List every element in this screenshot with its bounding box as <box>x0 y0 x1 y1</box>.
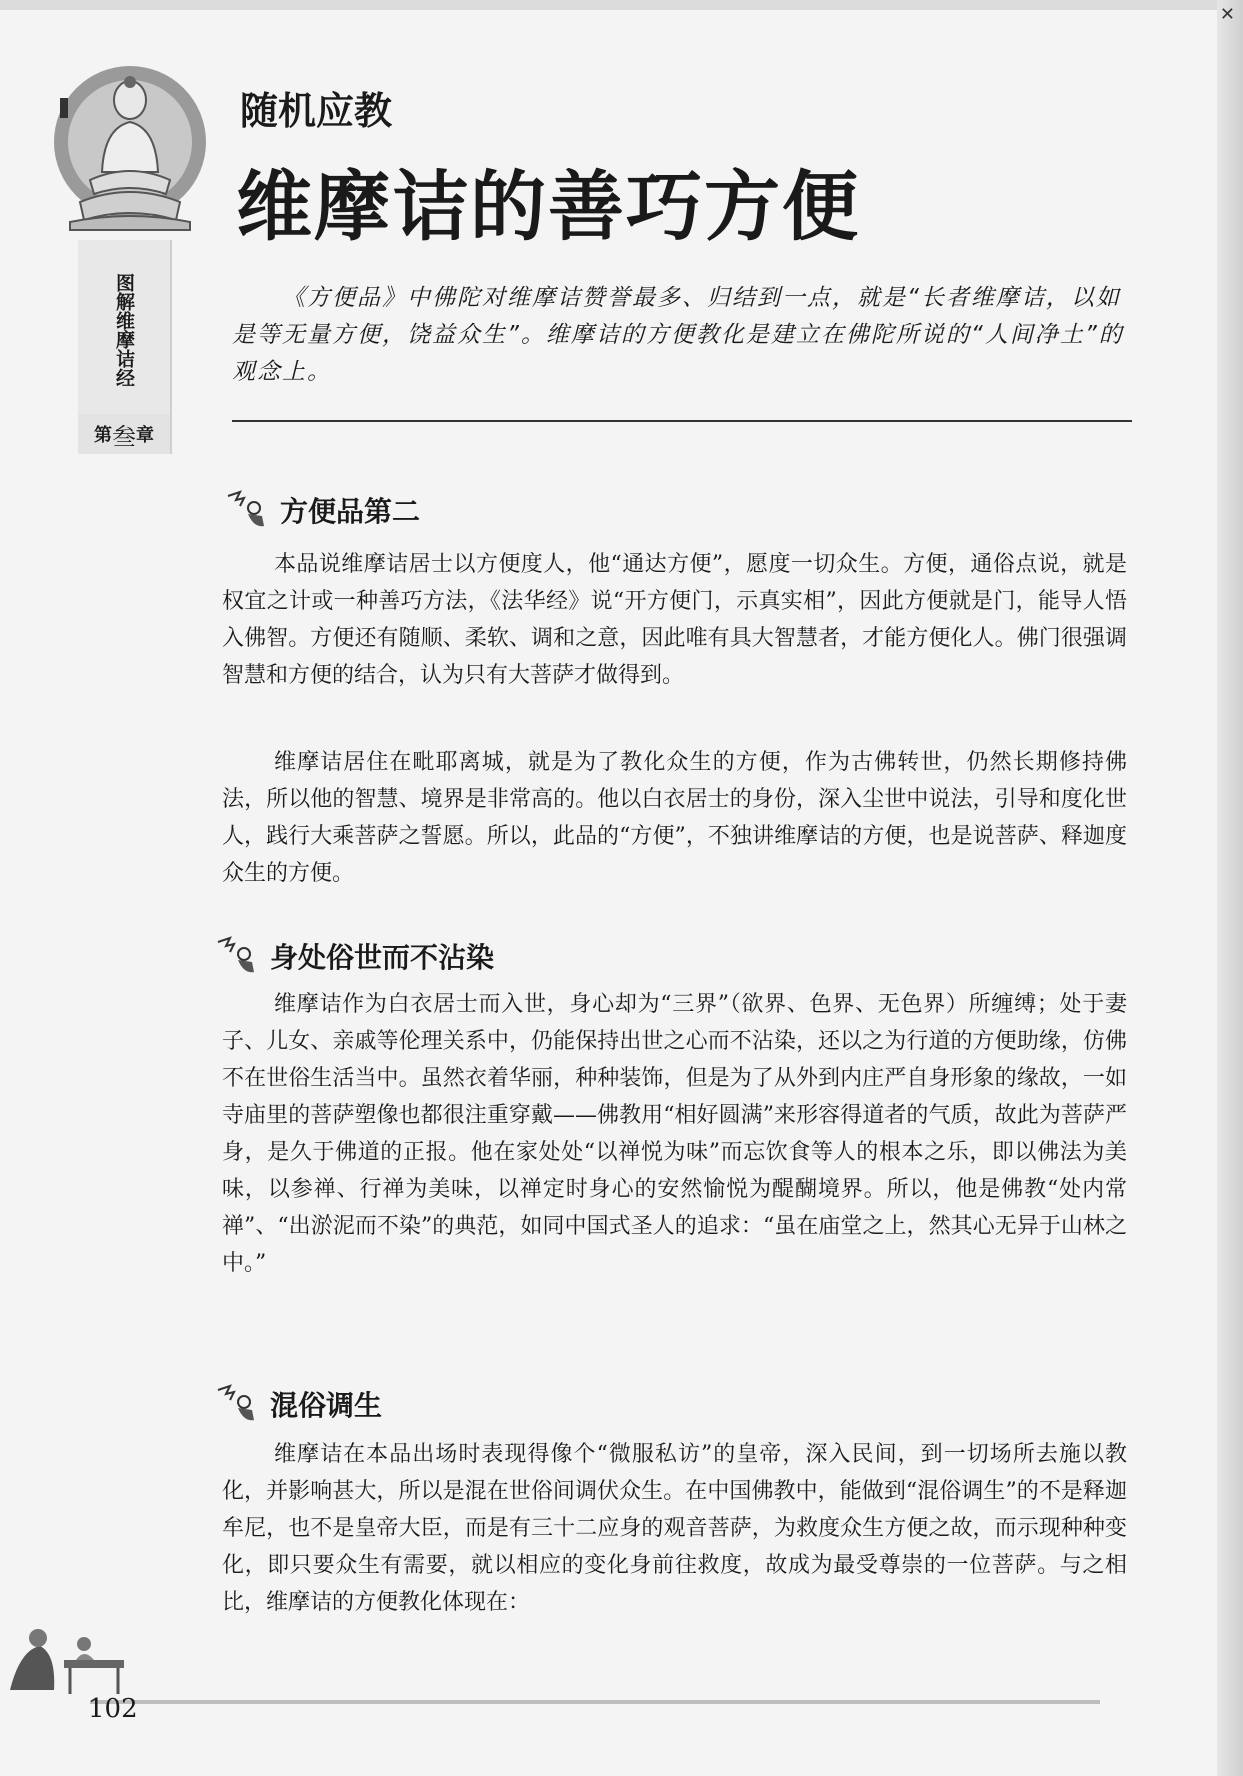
corner-mark: ✕ <box>1219 4 1235 25</box>
book-title-char: 经 <box>113 368 135 387</box>
section-heading-text: 身处俗世而不沾染 <box>270 941 495 974</box>
book-title-char: 维 <box>113 311 135 330</box>
paragraph: 维摩诘居住在毗耶离城，就是为了教化众生的方便，作为古佛转世，仍然长期修持佛法，所以他的智慧、境界是非常高的。他以白衣居士的身份，深入尘世中说法，引导和度化世人，践行大乘菩萨之誓愿。所以，此品的“方便”，不独讲维摩诘的方便，也是说菩萨、释迦度众生的方便。 <box>222 750 1127 886</box>
book-title-char: 图 <box>113 273 135 292</box>
page-top-edge <box>0 0 1243 10</box>
section-heading <box>212 1384 382 1424</box>
page-title: 维摩诘的善巧方便 <box>236 162 860 251</box>
intro-paragraph: 《方便品》中佛陀对维摩诘赞誉最多、归结到一点，就是“长者维摩诘，以如是等无量方便，饶益众生”。维摩诘的方便教化是建立在佛陀所说的“人间净土”的观念上。 <box>232 285 1124 385</box>
section-heading-text: 方便品第二 <box>280 495 421 528</box>
book-title-vertical <box>78 250 170 410</box>
paragraph: 维摩诘作为白衣居士而入世，身心却为“三界”（欲界、色界、无色界）所缠缚；处于妻子、儿女、亲戚等伦理关系中，仍能保持出世之心而不沾染，还以之为行道的方便助缘，仿佛不在世俗生活当中。虽然衣着华丽，种种装饰，但是为了从外到内庄严自身形象的缘故，一如寺庙里的菩萨塑像也都很注重穿戴——佛教用“相好圆满”来形容得道者的气质，故此为菩萨严身，是久于佛道的正报。他在家处处“以禅悦为味”而忘饮食等人的根本之乐，即以佛法为美味，以参禅、行禅为美味，以禅定时身心的安然愉悦为醍醐境界。所以，他是佛教“处内常禅”、“出淤泥而不染”的典范，如同中国式圣人的追求：“虽在庙堂之上，然其心无异于山林之中。” <box>222 992 1127 1276</box>
paragraph: 本品说维摩诘居士以方便度人，他“通达方便”，愿度一切众生。方便，通俗点说，就是权宜之计或一种善巧方法，《法华经》说“开方便门，示真实相”，因此方便就是门，能导人悟入佛智。方便还有随顺、柔软、调和之意，因此唯有具大智慧者，才能方便化人。佛门很强调智慧和方便的结合，认为只有大菩萨才做得到。 <box>222 552 1127 688</box>
section-label: 随机应教 <box>240 89 393 133</box>
section-heading-text: 混俗调生 <box>270 1389 383 1422</box>
chapter-number: 叁 <box>112 422 136 451</box>
paragraph: 维摩诘在本品出场时表现得像个“微服私访”的皇帝，深入民间，到一切场所去施以教化，并影响甚大，所以是混在世俗间调伏众生。在中国佛教中，能做到“混俗调生”的不是释迦牟尼，也不是皇帝大臣，而是有三十二应身的观音菩萨，为救度众生方便之故，而示现种种变化，即只要众生有需要，就以相应的变化身前往救度，故成为最受尊崇的一位菩萨。与之相比，维摩诘的方便教化体现在： <box>222 1442 1127 1615</box>
figure-ornament-icon <box>222 490 272 530</box>
figure-ornament-icon <box>212 1384 262 1424</box>
page-right-edge <box>1217 0 1243 1776</box>
buddha-medallion-illustration <box>50 62 210 232</box>
footer-rule <box>90 1700 1100 1704</box>
chapter-prefix: 第 <box>94 425 112 446</box>
book-title-char: 解 <box>113 292 135 311</box>
chapter-suffix: 章 <box>136 425 154 446</box>
book-title-char: 诘 <box>113 349 135 368</box>
book-title-char: 摩 <box>113 330 135 349</box>
seated-figures-illustration <box>0 1610 150 1700</box>
figure-ornament-icon <box>212 936 262 976</box>
page-number: 102 <box>88 1694 138 1724</box>
section-heading <box>212 936 494 976</box>
intro-divider <box>232 420 1132 422</box>
section-heading <box>222 490 420 530</box>
chapter-badge <box>78 414 170 454</box>
